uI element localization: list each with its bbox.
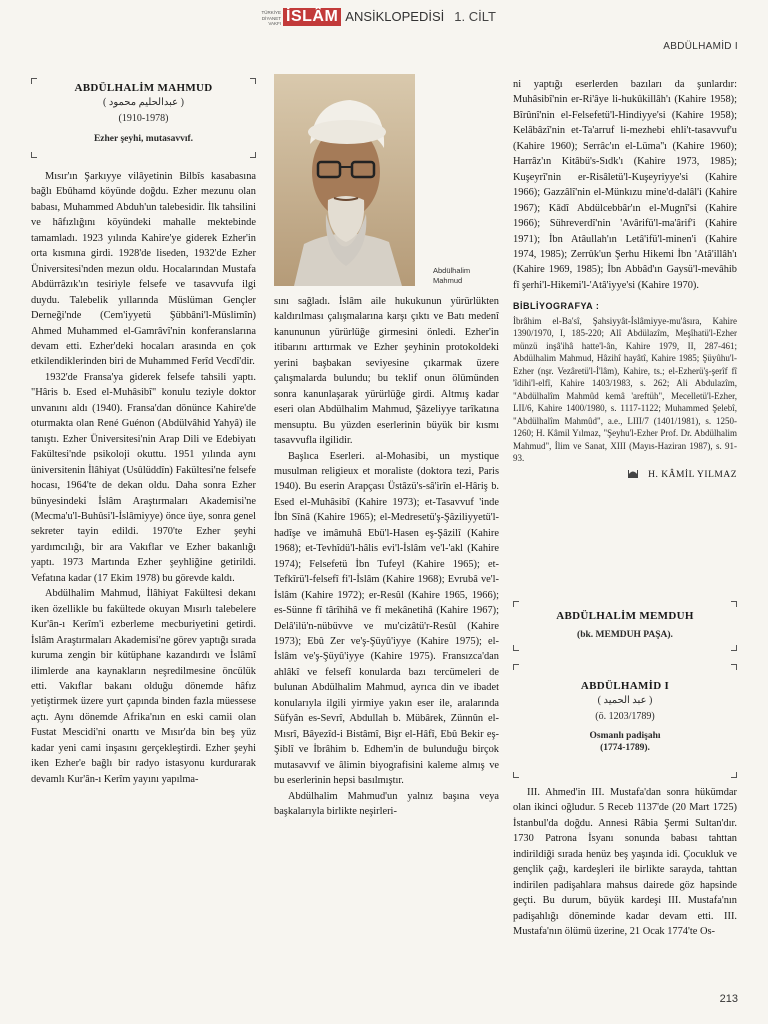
text-column-1 [31,169,256,787]
article-description: Osmanlı padişahı [589,731,661,741]
publisher-line: DİYANET [261,15,281,21]
works-paragraph: Başlıca Eserleri. al-Mohasibi, un mystique musulman religieux et moraliste (doktora tezi, Paris 1940). Bu eserin Arapçası Üstâzü's-sâ'irîn el-Hâriş b. Esed el-Muhâsibî (Kahire 1973); et-Tasavvuf 'inde İbn Sînâ (Kahire 1965); el-Medresetü'ş-Şâziliyyetü'l-hadîşe ve imâmuhâ Ebü'l-Hasen eş-Şâzilî (Kahire 1968); et-Tevhîdü'l-hâlis evi'l-İslâm ve'l-'akl (Kahire 1974); Felsefetü İbn Tufeyl (Kahire 1965); et-Tefkîrü'l-felsefî fi'l-İslâm (Kahire 1968); Evrubâ ve'l-İslâm (Kahire 1972); er-Resûl (Kahire 1965, 1966); es-Sünne fî târîhihâ ve fî mekânetihâ (Kahire 1967); Delâ'ilü'n-nübüvve ve mu'cizâtü'r-Resûl (Kahire 1973); Ebû Zer ve'ş-Şüyû'iyye (Kahire 1975); el-İslâm ve'ş-Şüyû'iyye (Kahire 1975). Fransızca'dan ahlâkî ve felsefî konularda bazı tercümeleri de bulunan Abdülhalim Mahmud, ayrıca din ve ibadet konularıyla ilgili yirmiye yakın eser ile, aralarında Süfyân es-Sevrî, Abdullah b. Mübârek, Zünnûn el-Mısrî, Bâyezîd-i Bistâmî, Bişr el-Hâfî, Ebû Bekir eş-Şiblî ve İbrâhim b. Edhem'in de bulunduğu birçok mutasavvıf ve âlimin biyografisini kaleme almış ve bu eserlerinin hepsi basılmıştır. [274,450,499,787]
article-title: ABDÜLHALİM MEMDUH [556,610,694,622]
body-paragraph: 1932'de Fransa'ya giderek felsefe tahsili yaptı. "Hâris b. Esed el-Muhâsibî" konulu teziyle doktor unvanını aldı (1940). Fransa'dan dönünce Kahire'de oturmakta olan René Guénon (Abdülvâhid Yahyâ) ile tanıştı. Ezher Üniversitesi'nin Arap Dili ve Edebiyatı Fakültesi'nde psikoloji okuttu. 1951 yılında aynı üniversitenin İlâhiyat (Usûlüddîn) Fakültesi'ne felsefe hocası, 1964'te de dekan oldu. Daha sonra Ezher bünyesindeki İslâm Araştırmaları Akademisi'ne (Mecma'u'l-Buhûsi'l-İslâmiyye) önce üye, sonra genel sekreter tayin edildi. 1970'te Ezher şeyhi yardımcılığı, bir ara Vakıflar ve Ezher bakanlığı yaptı. 1973 Martında Ezher şeyhliğine getirildi. Vefatına kadar (17 Ekim 1978) bu görevde kaldı. [31,371,256,584]
text-column-3-lower [513,785,737,940]
bibliography-title: BİBLİYOGRAFYA : [513,301,600,312]
article-title: ABDÜLHALİM MAHMUD [74,82,213,94]
corner-mark [31,78,37,84]
corner-mark [731,772,737,778]
running-head: ABDÜLHAMİD I [663,41,738,52]
author-signature [513,468,737,483]
corner-mark [731,664,737,670]
corner-mark [513,645,519,651]
article-title: ABDÜLHAMİD I [580,680,670,692]
caption-line: Mahmud [433,276,463,285]
publisher-small-label [248,10,281,27]
text-column-2 [274,294,499,819]
encyclopedia-title: ANSİKLOPEDİSİ [345,9,445,24]
body-paragraph: Abdülhalim Mahmud'un yalnız başına veya başkalarıyla birlikte neşirleri- [274,790,499,817]
article-years: (1910-1978) [118,113,169,124]
bibliography-text: İbrâhim el-Ba'sî, Şahsiyyât-İslâmiyye-mu'âsıra, Kahire 1390/1970, I, 185-220; Alî Abdülazîm, Meşîhatü'l-Ezher münzü inşâ'ihâ hatte'l-ân, Kahire 1979, II, 287-461; Abdülhalim Mahmud, Hâzihî hayâtî, Kahire 1985; Şüyûhu'l-Ezher (nşr. Vezâretü'l-İ'lâm), Kahire, ts.; el-Ezherü'ş-şerîf fî 'îdihi'l-elfî, Kahire 1403/1983, s. 262; Ali Abdulazîm, "Abdülhalîm Mahmûd kemâ 'areftüh", Mecelletü'l-Ezher, LII/6, Kahire 1400/1980, s. 1117-1122; Muhammed Şelebî, "Abdülhalîm Mahmûd", a.e., LIII/7 (1401/1981), s. 1250-1260; H. Kâmil Yılmaz, "Şeyhu'l-Ezher Prof. Dr. Abdülhalim Mahmud", İlim ve Sanat, XIII (Mayıs-Haziran 1987), s. 91-93. [513,315,737,464]
article-header-abdulhalim-mahmud [31,78,256,158]
body-paragraph: ni yaptığı eserlerden bazıları da şunlardır: Muhâsibî'nin er-Ri'âye li-hukûkillâh'ı (Kahire 1958); Bîrûnî'nin el-Felsefetü'l-Hindiyye'si (Kahire 1958); Kelâbâzî'nin et-Ta'arruf li-mezhebi ehli't-tasavvuf'u (Kahire 1960); Serrâc'ın el-Lüma''ı (Kahire 1960); Harrâz'ın Kitâbü's-Sıdk'ı (Kahire 1973, 1985); Kuşeyrî'nin er-Risâletü'l-Kuşeyriyye'si (Kahire 1966); Gazzâlî'nin el-Münkızu mine'd-dalâl'i (Kahire 1967); Kādî Abdülcebbâr'ın el-Mugnî'si (Kahire 1966); Sühreverdî'nin 'Avârifü'l-ma'ârif'i (Kahire 1971); İbn Atâullah'ın Letâ'ifü'l-minen'i (Kahire 1974, 1985); Zerrûk'un Şerhu Hikemi İbn 'Atâ'illâh'ı (Kahire 1969, 1985); İbn Abbâd'ın Gaysü'l-mevâhib fî şerhi'l-Hikemi'l-'Atâ'iyye'si (Kahire 1970). [513,79,737,291]
mosque-icon [628,469,638,478]
see-also-reference[interactable]: (bk. MEMDUH PAŞA). [577,630,673,640]
caption-line: Abdülhalim [433,266,471,275]
corner-mark [513,664,519,670]
author-name: H. KÂMİL YILMAZ [648,469,737,480]
corner-mark [731,601,737,607]
corner-mark [731,645,737,651]
text-column-3 [513,77,737,483]
publisher-line: VAKFI [268,21,281,26]
page-number: 213 [719,993,738,1005]
volume-label: 1. CİLT [454,9,496,24]
photo-caption [433,266,470,286]
portrait-photo [274,74,415,286]
arabic-title: ( عبد الحميد ) [597,695,653,706]
article-header-abdulhamid-i [513,664,737,778]
masthead [248,8,548,30]
body-paragraph: sını sağladı. İslâm aile hukukunun yürürlükten kaldırılması çalışmalarına karşı çıktı ve Batı medenî kanununun yürürlüğe girmesini önledi. Ezher'in itibarını arttırmak ve Ezher şeyhinin protokoldeki yerini başbakan seviyesine çıkarmak üzere çalışmalarda bulundu; bu teklif onun ölümünden sonra kanunlaşarak yürürlüğe girdi. Altmış kadar eseri olan Abdülhalim Mahmud, Şâzeliyye tarîkatına mensuptu. Bu yüzden eserlerinin büyük bir kısmı tasavvufla ilgilidir. [274,296,499,447]
corner-mark [31,152,37,158]
corner-mark [513,772,519,778]
body-paragraph: Mısır'ın Şarkıyye vilâyetinin Bilbîs kasabasına bağlı Ebûhamd köyünde doğdu. Ezher mezunu olan babası, Muhammed Abduh'un talebesidir. İlk tahsilini ve hâfızlığını köyündeki mahalle mektebinde tamamladı. 1923 yılında Kahire'ye giderek Ezher'in orta kısmına girdi. 1928'de liseden, 1932'de Ezher Üniversitesi'nden mezun oldu. Hocalarından Mustafa Abdürrâzık'ın tesiriyle felsefe ve tasavvufa ilgi duydu. Talebelik yıllarında Müslüman Gençler Derneği'nde (Cem'iyyetü Şübbâni'l-Müslimîn) Ahmed Muhammed el-Gamrâvî'nin konferanslarına devam etti. Ezher'deki hocaları arasında en çok etkilendiklerinden biri de Muhammed Ferîd Vecdî'dir. [31,171,256,368]
corner-mark [250,152,256,158]
corner-mark [250,78,256,84]
article-description: Ezher şeyhi, mutasavvıf. [93,134,194,144]
arabic-title: ( عبدالحليم محمود ) [103,97,184,108]
islam-logo: İSLÂM [283,8,341,26]
body-paragraph: Abdülhalim Mahmud, İlâhiyat Fakültesi dekanı iken özellikle bu fakültede okuyan Mısırlı talebelere Kur'ân-ı Kerîm'i ezberleme mecburiyetini getirdi. İslâm Araştırmaları Akademisi'ne görev yaptığı sırada kuruma zengin bir kütüphane kazandırdı ve İslâmî ilimlerde ana kaynakların neşredilmesine öncülük etti. Vakıflar bakanı olduğu dönemde hâfız yetiştirmek üzere yurt çapında binden fazla müessese açtı. Aynı dönemde Afrika'nın en eski camii olan Fustat Mescidi'ni onarttı ve Mısır'da bin beş yüz kadar yeni cami inşasını gerçekleştirdi. Ezher şeyhi iken Ezher'e bağlı bir radyo istasyonu kurdurarak devamlı Kur'ân-ı Kerîm yayını yapılma- [31,588,256,785]
body-paragraph: III. Ahmed'in III. Mustafa'dan sonra hükümdar olan ikinci oğludur. 5 Receb 1137'de (20 Mart 1725) İstanbul'da doğdu. Annesi Râbia Şermi Sultan'dır. 1730 Patrona İsyanı sonunda babası tahttan indirildiği sırada henüz beş yaşında idi. Çocukluk ve gençlik çağı, kardeşleri ile birlikte sarayda, tahttan indirilen padişahlara mahsus dairede göz hapsinde geçti. Bu durum, büyük kardeşi III. Mustafa'nın padişahlığı döneminde kadar devam etti. III. Mustafa'nın ölümü üzerine, 21 Ocak 1774'te Os- [513,787,737,938]
article-reign: (1774-1789). [600,743,650,753]
portrait-image [274,74,415,286]
article-years: (ö. 1203/1789) [595,711,655,722]
corner-mark [513,601,519,607]
article-header-abdulhalim-memduh [513,601,737,651]
publisher-line: TÜRKİYE [261,10,281,15]
